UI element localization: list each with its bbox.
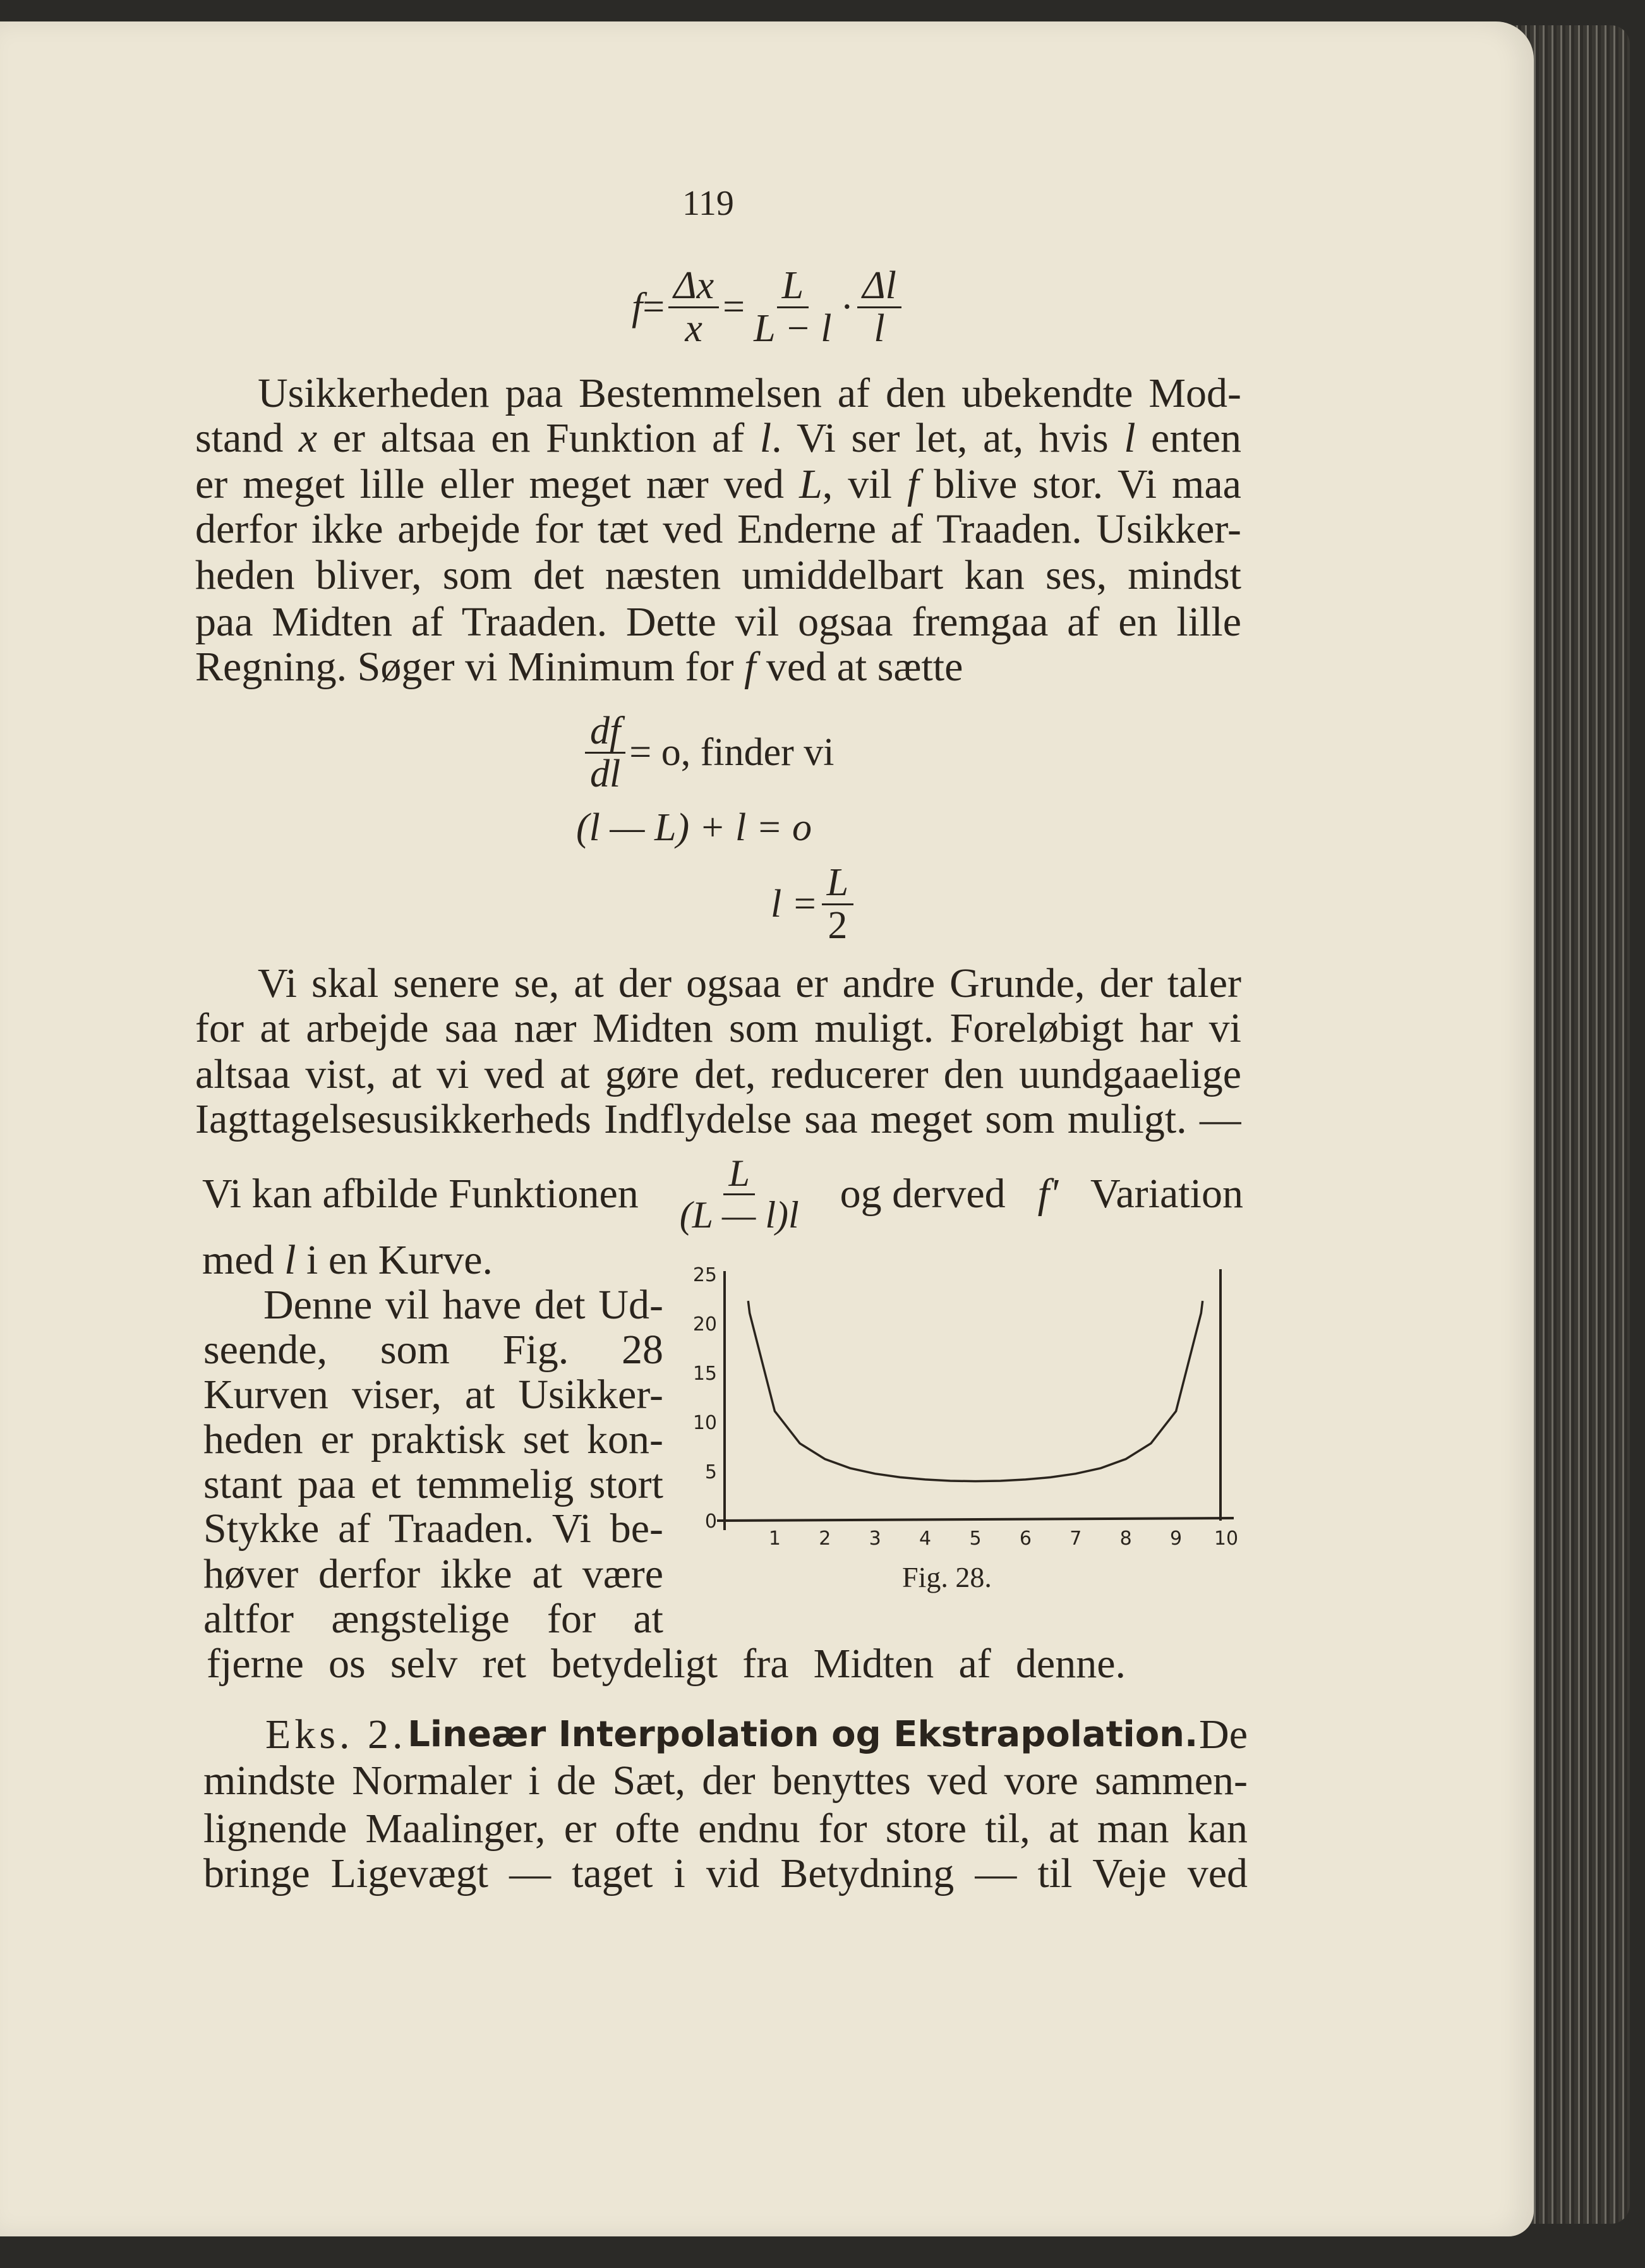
text: enten bbox=[1135, 415, 1241, 461]
den: x bbox=[685, 307, 702, 351]
text: Stykke af Traaden. Vi be- bbox=[203, 1505, 663, 1552]
math-symbol: l bbox=[284, 1237, 296, 1283]
x-tick-label: 1 bbox=[768, 1528, 781, 1550]
text: Kurven viser, at Usikker- bbox=[203, 1372, 663, 1418]
den: dl bbox=[590, 752, 621, 796]
den: l bbox=[874, 307, 885, 351]
eq: = bbox=[642, 286, 665, 329]
y-tick-label: 10 bbox=[692, 1412, 717, 1434]
x-tick-label: 10 bbox=[1214, 1528, 1239, 1550]
text: og derved bbox=[840, 1171, 1006, 1217]
num: L bbox=[777, 265, 809, 308]
text: bringe Ligevægt — taget i vid Betydning — til Veje ved bbox=[203, 1850, 1248, 1897]
text: ved at sætte bbox=[756, 644, 963, 690]
eks-title: Lineær Interpolation og Ekstrapolation. bbox=[407, 1714, 1198, 1755]
y-tick-label: 20 bbox=[692, 1313, 717, 1336]
math-symbol: x bbox=[298, 415, 318, 461]
curve-series bbox=[748, 1301, 1202, 1481]
text: Variation bbox=[1090, 1171, 1243, 1217]
math-symbol: f bbox=[907, 461, 919, 507]
f-symbol: f bbox=[632, 286, 643, 329]
num: L bbox=[822, 862, 853, 905]
page-number: 119 bbox=[682, 184, 734, 223]
x-tick-label: 4 bbox=[919, 1528, 932, 1550]
den: 2 bbox=[828, 904, 848, 948]
text: Denne vil have det Ud- bbox=[263, 1282, 663, 1328]
l-eq: l = bbox=[771, 883, 818, 926]
text: Vi skal senere se, at der ogsaa er andre Grunde, der taler bbox=[258, 960, 1241, 1006]
text: Usikkerheden paa Bestemmelsen af den ubekendte Mod- bbox=[258, 370, 1241, 416]
figure-caption: Fig. 28. bbox=[902, 1561, 992, 1593]
text: Regning. Søger vi Minimum for bbox=[195, 644, 744, 690]
f-prime: f' bbox=[1037, 1171, 1059, 1217]
x-tick-label: 6 bbox=[1019, 1528, 1032, 1550]
num: df bbox=[585, 711, 625, 754]
text: mindste Normaler i de Sæt, der benyttes ved vore sammen- bbox=[203, 1758, 1248, 1804]
text: fjerne os selv ret betydeligt fra Midten af denne. bbox=[207, 1641, 1126, 1687]
text: heden bliver, som det næsten umiddelbart kan ses, mindst bbox=[195, 552, 1241, 598]
text: Iagttagelsesusikkerheds Indflydelse saa meget som muligt. — bbox=[195, 1096, 1241, 1142]
x-tick-label: 2 bbox=[819, 1528, 831, 1550]
x-tick-label: 3 bbox=[869, 1528, 881, 1550]
y-tick-label: 15 bbox=[692, 1363, 717, 1385]
dot: · bbox=[840, 286, 854, 329]
text: altsaa vist, at vi ved at gøre det, reducerer den uundgaaelige bbox=[195, 1051, 1241, 1097]
text: paa Midten af Traaden. Dette vil ogsaa fremgaa af en lille bbox=[195, 599, 1241, 645]
x-tick-label: 7 bbox=[1070, 1528, 1082, 1550]
text: De bbox=[1199, 1711, 1248, 1758]
text: i en Kurve. bbox=[296, 1237, 493, 1283]
den: L − l bbox=[754, 307, 832, 351]
text: derfor ikke arbejde for tæt ved Enderne af Traaden. Usikker- bbox=[195, 506, 1241, 552]
text: er altsaa en Funktion af bbox=[317, 415, 760, 461]
text: med bbox=[202, 1237, 285, 1283]
text: Vi kan afbilde Funktionen bbox=[202, 1171, 639, 1217]
math-symbol: l bbox=[1124, 415, 1136, 461]
math-symbol: L bbox=[799, 461, 822, 507]
y-tick-label: 25 bbox=[692, 1264, 717, 1286]
text: stand bbox=[195, 415, 299, 461]
text: for at arbejde saa nær Midten som muligt. Foreløbigt har vi bbox=[195, 1005, 1241, 1051]
eq: = bbox=[723, 286, 745, 329]
text: høver derfor ikke at være bbox=[203, 1551, 663, 1597]
text: seende, som Fig. 28 bbox=[203, 1327, 663, 1373]
text: stant paa et temmelig stort bbox=[203, 1461, 663, 1507]
num: Δx bbox=[668, 265, 719, 308]
y-tick-label: 5 bbox=[704, 1461, 717, 1483]
text: , vil bbox=[822, 461, 907, 507]
num: Δl bbox=[857, 265, 901, 308]
formula-text: = o, finder vi bbox=[629, 731, 835, 775]
x-axis bbox=[717, 1518, 1234, 1521]
x-tick-label: 9 bbox=[1170, 1528, 1183, 1550]
x-tick-label: 5 bbox=[969, 1528, 982, 1550]
den: (L — l)l bbox=[679, 1193, 799, 1236]
x-tick-label: 8 bbox=[1119, 1528, 1132, 1550]
text: heden er praktisk set kon- bbox=[203, 1416, 663, 1463]
text: . Vi ser let, at, hvis bbox=[771, 415, 1124, 461]
math-symbol: l bbox=[759, 415, 772, 461]
text: er meget lille eller meget nær ved bbox=[195, 461, 800, 507]
num: L bbox=[723, 1154, 754, 1195]
text: blive stor. Vi maa bbox=[919, 461, 1241, 507]
eks-label: Eks. 2. bbox=[265, 1711, 407, 1758]
text: lignende Maalinger, er ofte endnu for store til, at man kan bbox=[203, 1806, 1248, 1852]
math-symbol: f bbox=[744, 644, 756, 690]
formula-equation: (l — L) + l = o bbox=[576, 806, 812, 849]
text: altfor ængstelige for at bbox=[203, 1596, 663, 1642]
y-tick-label: 0 bbox=[704, 1511, 717, 1533]
